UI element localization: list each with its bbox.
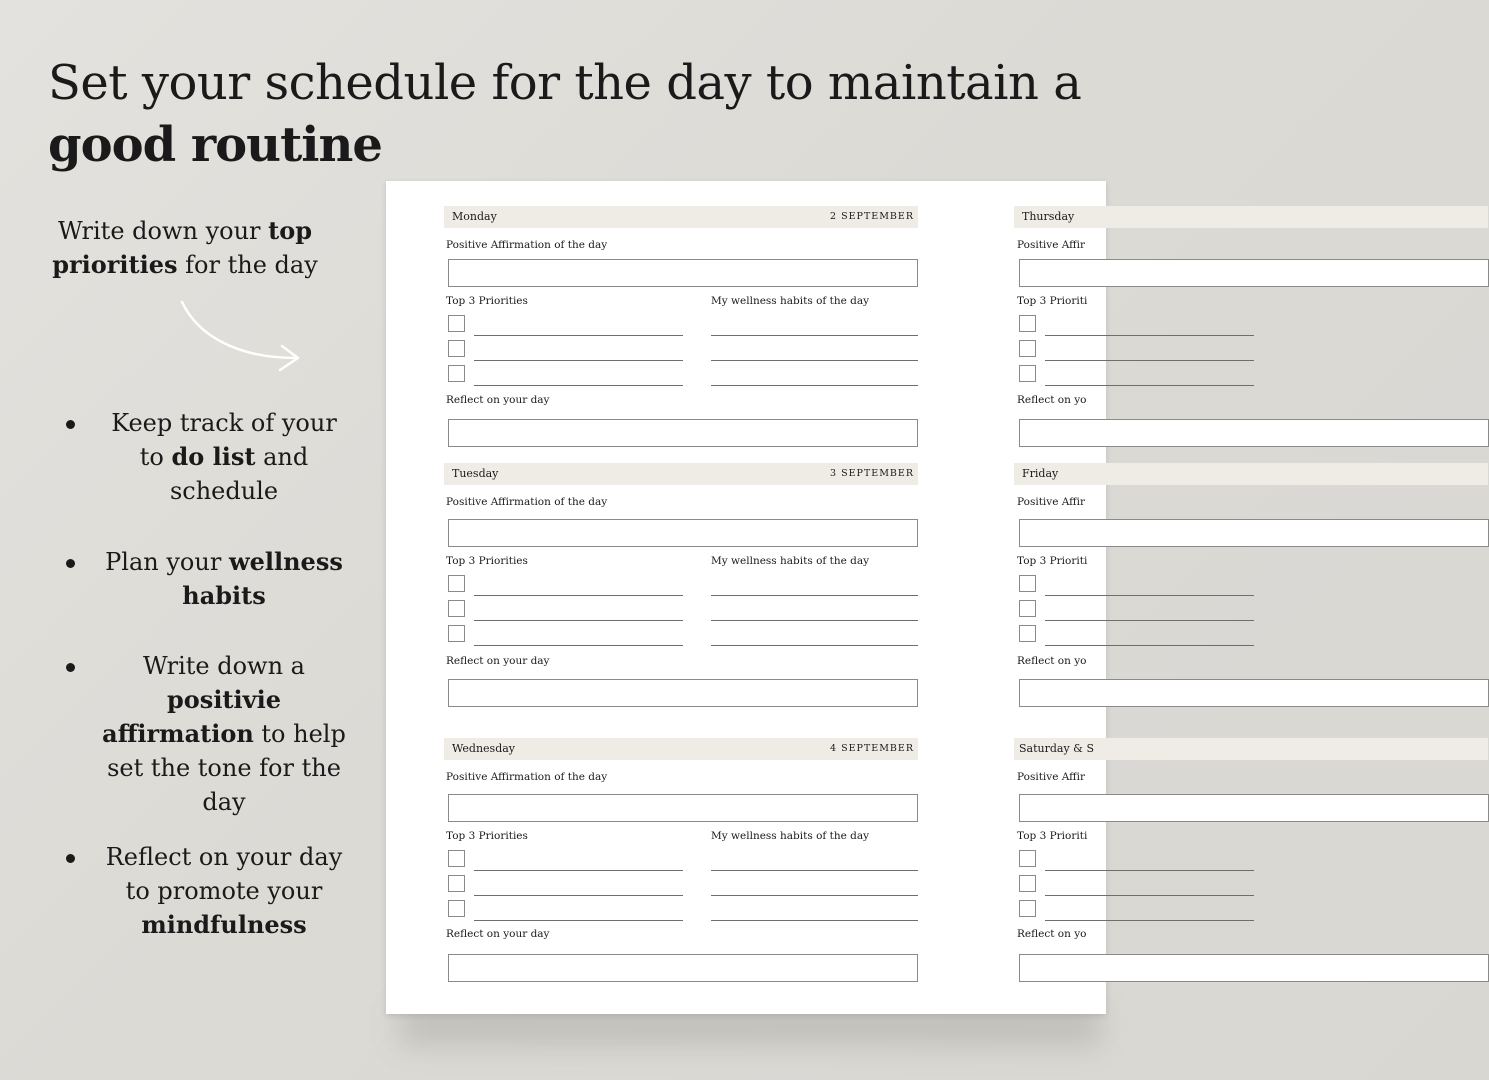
affirmation-label: Positive Affirmation of the day <box>446 496 608 508</box>
priority-checkbox[interactable] <box>1019 600 1036 617</box>
intro-post: for the day <box>177 251 318 279</box>
priorities-label: Top 3 Prioriti <box>1017 830 1088 842</box>
bullet-dot <box>66 559 75 568</box>
priority-checkbox[interactable] <box>1019 625 1036 642</box>
priority-line[interactable] <box>1045 895 1254 896</box>
day-block-wednesday <box>444 738 918 988</box>
priorities-label: Top 3 Prioriti <box>1017 555 1088 567</box>
day-block-friday <box>1014 463 1488 713</box>
bullet-pre: Reflect on your day to promote your <box>105 843 343 905</box>
reflect-field[interactable] <box>448 679 918 707</box>
priority-checkbox[interactable] <box>1019 850 1036 867</box>
affirmation-label: Positive Affir <box>1017 496 1086 508</box>
priority-checkbox[interactable] <box>1019 875 1036 892</box>
reflect-label: Reflect on your day <box>446 655 550 667</box>
priority-checkbox[interactable] <box>448 850 465 867</box>
priority-line[interactable] <box>1045 620 1254 621</box>
bullet-item-affirmation <box>66 649 352 819</box>
day-name: Saturday & S <box>1019 742 1094 755</box>
reflect-field[interactable] <box>1019 954 1489 982</box>
wellness-line[interactable] <box>711 595 918 596</box>
reflect-label: Reflect on yo <box>1017 655 1087 667</box>
priority-line[interactable] <box>474 870 683 871</box>
priority-checkbox[interactable] <box>448 340 465 357</box>
day-block-thursday <box>1014 206 1488 456</box>
reflect-label: Reflect on your day <box>446 928 550 940</box>
priority-line[interactable] <box>1045 385 1254 386</box>
priority-line[interactable] <box>474 595 683 596</box>
headline-line-1: Set your schedule for the day to maintain a <box>48 55 1082 111</box>
affirmation-label: Positive Affir <box>1017 771 1086 783</box>
priority-line[interactable] <box>1045 920 1254 921</box>
priority-checkbox[interactable] <box>448 315 465 332</box>
bullet-dot <box>66 663 75 672</box>
bullet-item-reflect <box>66 840 352 942</box>
priority-line[interactable] <box>1045 335 1254 336</box>
priority-line[interactable] <box>474 895 683 896</box>
day-date: 3 SEPTEMBER <box>830 468 914 479</box>
day-header <box>1014 463 1488 485</box>
day-date: 2 SEPTEMBER <box>830 211 914 222</box>
affirmation-label: Positive Affir <box>1017 239 1086 251</box>
wellness-line[interactable] <box>711 360 918 361</box>
affirmation-field[interactable] <box>448 519 918 547</box>
intro-pre: Write down your <box>57 217 269 245</box>
priority-line[interactable] <box>474 620 683 621</box>
day-block-monday <box>444 206 918 456</box>
wellness-line[interactable] <box>711 385 918 386</box>
affirmation-label: Positive Affirmation of the day <box>446 239 608 251</box>
reflect-field[interactable] <box>448 954 918 982</box>
priority-checkbox[interactable] <box>448 600 465 617</box>
priority-checkbox[interactable] <box>448 900 465 917</box>
headline-line-2: good routine <box>48 117 382 173</box>
priority-line[interactable] <box>474 920 683 921</box>
day-header <box>1014 738 1488 760</box>
day-block-weekend <box>1014 738 1488 988</box>
bullet-dot <box>66 854 75 863</box>
affirmation-field[interactable] <box>448 259 918 287</box>
wellness-line[interactable] <box>711 870 918 871</box>
bullet-item-wellness <box>66 545 352 613</box>
reflect-field[interactable] <box>1019 679 1489 707</box>
bullet-pre: Keep track of your to <box>111 409 337 471</box>
wellness-line[interactable] <box>711 895 918 896</box>
priority-line[interactable] <box>1045 360 1254 361</box>
priority-checkbox[interactable] <box>448 575 465 592</box>
priorities-label: Top 3 Prioriti <box>1017 295 1088 307</box>
day-header <box>444 206 918 228</box>
bullet-item-todo <box>66 406 352 508</box>
reflect-field[interactable] <box>448 419 918 447</box>
priorities-label: Top 3 Priorities <box>446 830 528 842</box>
wellness-line[interactable] <box>711 920 918 921</box>
bullet-dot <box>66 420 75 429</box>
day-header <box>444 738 918 760</box>
day-block-tuesday <box>444 463 918 713</box>
priority-line[interactable] <box>1045 595 1254 596</box>
reflect-label: Reflect on yo <box>1017 928 1087 940</box>
headline <box>48 52 1082 176</box>
affirmation-field[interactable] <box>1019 794 1489 822</box>
wellness-label: My wellness habits of the day <box>711 830 870 842</box>
priority-checkbox[interactable] <box>448 625 465 642</box>
bullet-pre: Plan your <box>105 548 229 576</box>
wellness-line[interactable] <box>711 335 918 336</box>
affirmation-label: Positive Affirmation of the day <box>446 771 608 783</box>
curved-arrow-icon <box>178 296 308 376</box>
bullet-bold: wellness habits <box>182 547 343 610</box>
wellness-label: My wellness habits of the day <box>711 295 870 307</box>
bullet-bold: mindfulness <box>141 910 307 939</box>
affirmation-field[interactable] <box>448 794 918 822</box>
priority-checkbox[interactable] <box>448 365 465 382</box>
priority-checkbox[interactable] <box>1019 315 1036 332</box>
day-header <box>444 463 918 485</box>
affirmation-field[interactable] <box>1019 259 1489 287</box>
intro-text <box>40 214 330 282</box>
day-date: 4 SEPTEMBER <box>830 743 914 754</box>
bullet-bold: positivie affirmation <box>102 685 281 748</box>
intro-bold: top priorities <box>52 216 313 279</box>
priority-checkbox[interactable] <box>1019 575 1036 592</box>
day-name: Friday <box>1022 467 1059 480</box>
reflect-field[interactable] <box>1019 419 1489 447</box>
bullet-post: to help set the tone for the day <box>107 720 346 816</box>
day-name: Tuesday <box>452 467 499 480</box>
priority-line[interactable] <box>1045 645 1254 646</box>
bullet-post: and schedule <box>169 443 309 505</box>
reflect-label: Reflect on yo <box>1017 394 1087 406</box>
wellness-line[interactable] <box>711 620 918 621</box>
bullet-pre: Write down a <box>143 652 305 680</box>
priority-checkbox[interactable] <box>1019 900 1036 917</box>
reflect-label: Reflect on your day <box>446 394 550 406</box>
wellness-line[interactable] <box>711 645 918 646</box>
bullet-bold: do list <box>171 442 256 471</box>
day-name: Monday <box>452 210 497 223</box>
affirmation-field[interactable] <box>1019 519 1489 547</box>
priority-checkbox[interactable] <box>448 875 465 892</box>
priority-checkbox[interactable] <box>1019 365 1036 382</box>
priorities-label: Top 3 Priorities <box>446 295 528 307</box>
planner-sheet <box>386 181 1106 1014</box>
day-header <box>1014 206 1488 228</box>
priority-line[interactable] <box>1045 870 1254 871</box>
wellness-label: My wellness habits of the day <box>711 555 870 567</box>
day-name: Wednesday <box>452 742 516 755</box>
priority-line[interactable] <box>474 360 683 361</box>
priorities-label: Top 3 Priorities <box>446 555 528 567</box>
priority-checkbox[interactable] <box>1019 340 1036 357</box>
day-name: Thursday <box>1022 210 1075 223</box>
priority-line[interactable] <box>474 385 683 386</box>
priority-line[interactable] <box>474 645 683 646</box>
priority-line[interactable] <box>474 335 683 336</box>
